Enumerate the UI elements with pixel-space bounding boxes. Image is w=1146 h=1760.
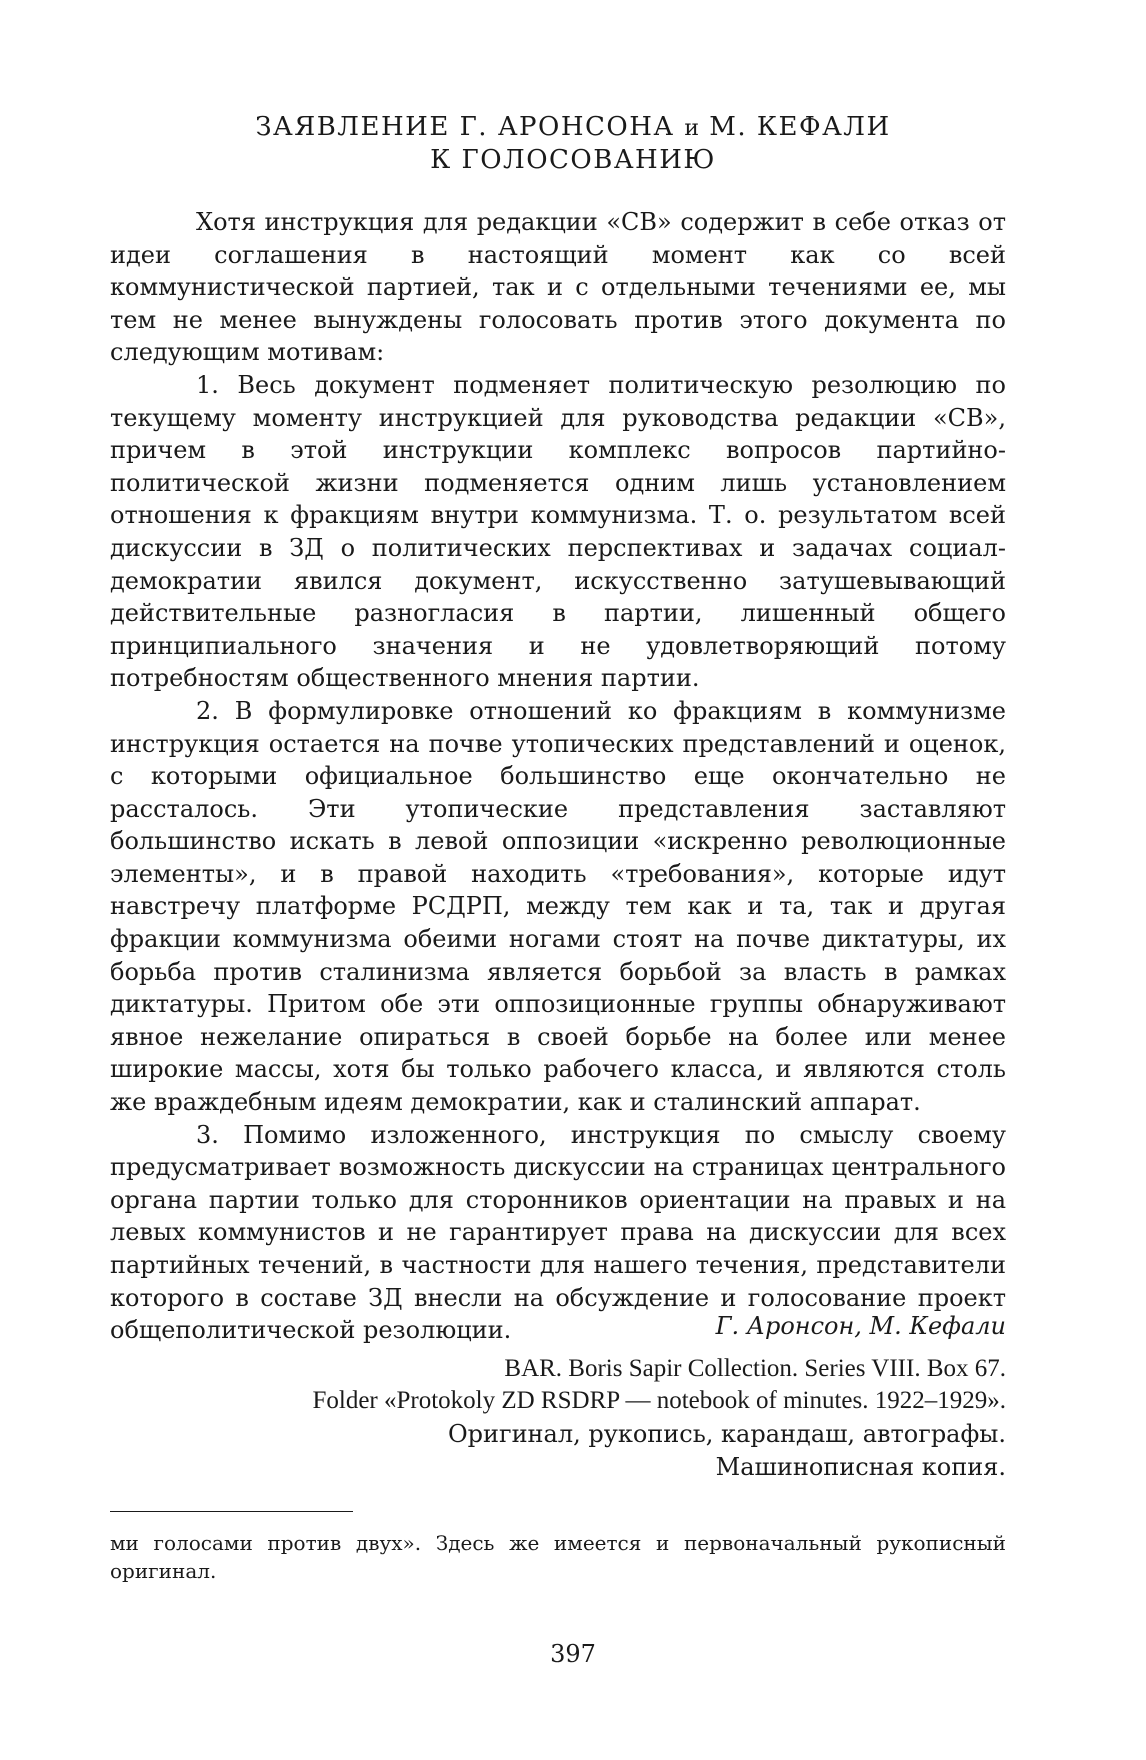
title-conjunction: и (684, 116, 700, 141)
source-line-2: Folder «Protokoly ZD RSDRP — notebook of minutes. 1922–1929». (312, 1387, 1006, 1414)
signature: Г. Аронсон, М. Кефали (715, 1312, 1006, 1340)
page-title-line-2: К ГОЛОСОВАНИЮ (430, 145, 716, 175)
source-line-4: Машинописная копия. (715, 1453, 1006, 1481)
footnote: ми голосами против двух». Здесь же имеется и первоначальный рукописный оригинал. (110, 1531, 1006, 1583)
title-part-a: ЗАЯВЛЕНИЕ Г. АРОНСОНА (255, 112, 685, 142)
paragraph-point-3: 3. Помимо изложенного, инструкция по смыслу своему предусматривает возможность дискуссии на страницах центрального органа партии только для сторонников ориентации на правых и на левых коммунистов и не гарантирует права на дискуссии для всех партийных течений, в частности для нашего течения, представители которого в составе ЗД внесли на обсуждение и голосование проект общеполитической резолюции. (110, 1120, 1006, 1345)
title-part-b: М. КЕФАЛИ (699, 112, 891, 142)
source-line-1: BAR. Boris Sapir Collection. Series VIII. Box 67. (504, 1355, 1006, 1382)
statement-body (110, 206, 1006, 1347)
page-number: 397 (550, 1640, 596, 1668)
paragraph-point-2: 2. В формулировке отношений ко фракциям в коммунизме инструкция остается на почве утопических представлений и оценок, с которыми официальное большинство еще окончательно не рассталось. Эти утопические представления заставляют большинство искать в левой оппозиции «искренно революционные элементы», и в правой находить «требования», которые идут навстречу платформе РСДРП, между тем как и та, так и другая фракции коммунизма обеими ногами стоят на почве диктатуры, их борьба против сталинизма является борьбой за власть в рамках диктатуры. Притом обе эти оппозиционные группы обнаруживают явное нежелание опираться в своей борьбе на более или менее широкие массы, хотя бы только рабочего класса, и являются столь же враждебным идеям демократии, как и сталинский аппарат. (110, 696, 1006, 1117)
paragraph-point-1: 1. Весь документ подменяет политическую резолюцию по текущему моменту инструкцией для руководства редакции «СВ», причем в этой инструкции комплекс вопросов партийно-политической жизни подменяется одним лишь установлением отношения к фракциям внутри коммунизма. Т. о. результатом всей дискуссии в ЗД о политических перспективах и задачах социал-демократии явился документ, искусственно затушевывающий действительные разногласия в партии, лишенный общего принципиального значения и не удовлетворяющий потому потребностям общественного мнения партии. (110, 370, 1006, 693)
page-title-line-1 (110, 110, 1036, 146)
paragraph-intro: Хотя инструкция для редакции «СВ» содержит в себе отказ от идеи соглашения в настоящий момент как со всей коммунистической партией, так и с отдельными течениями ее, мы тем не менее вынуждены голосовать против этого документа по следующим мотивам: (110, 208, 1006, 367)
footnote-divider (110, 1511, 353, 1512)
source-line-3: Оригинал, рукопись, карандаш, автографы. (447, 1420, 1006, 1448)
